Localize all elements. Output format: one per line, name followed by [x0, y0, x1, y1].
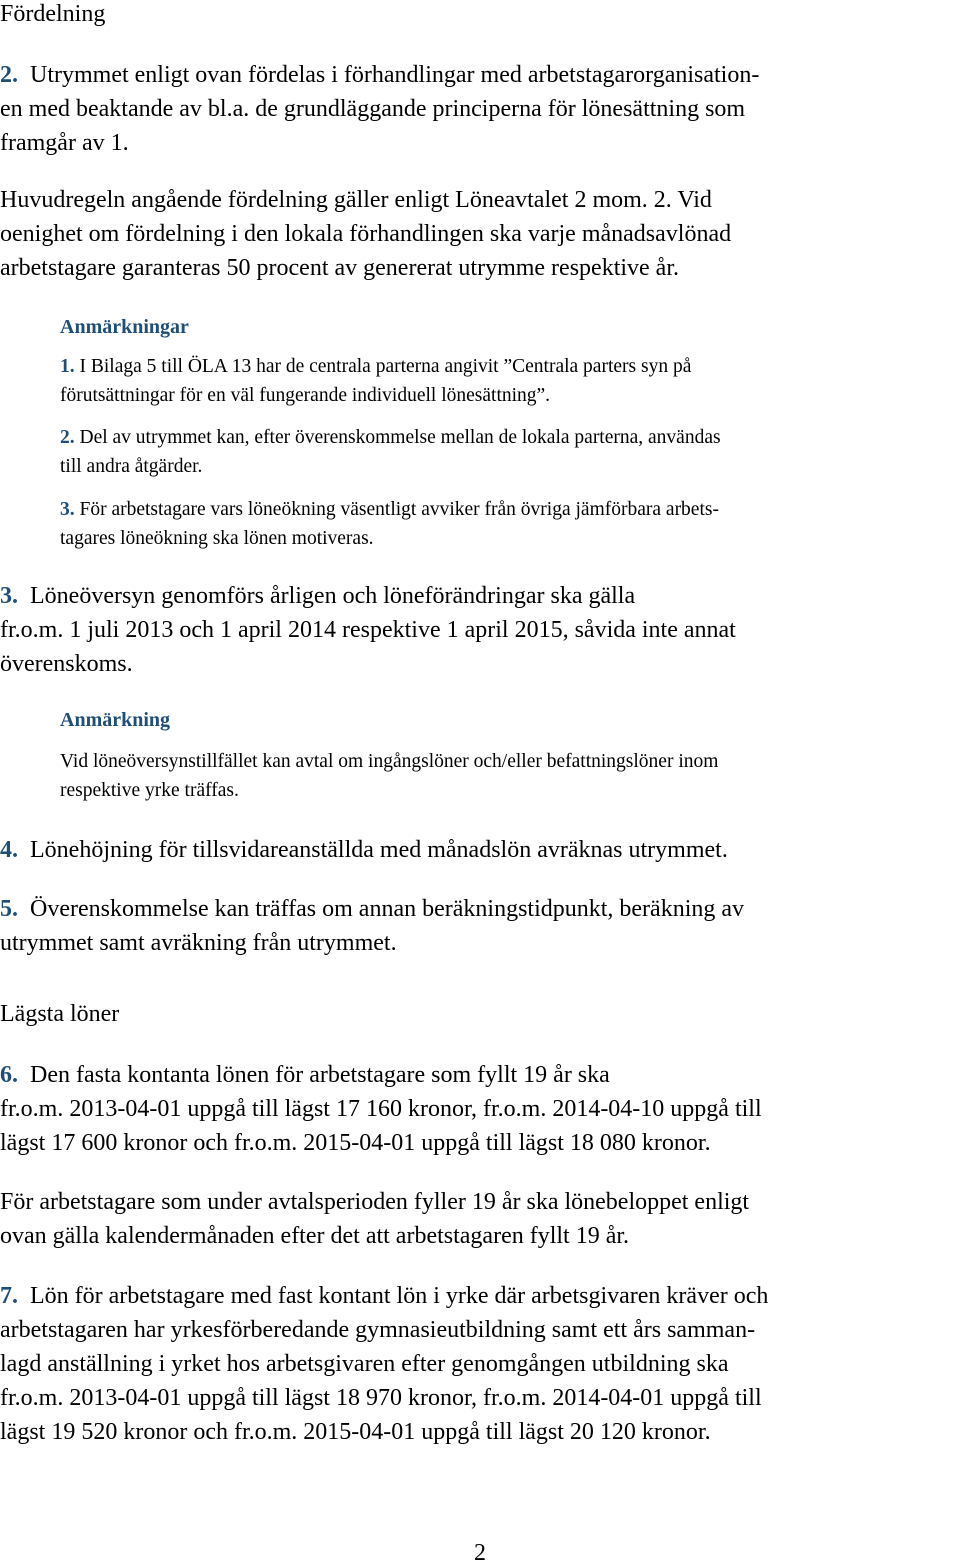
paragraph-6-line-1 [0, 1058, 610, 1092]
anmarkning-item-2-line-1 [60, 423, 721, 452]
anmarkning-item-1-line-2: förutsättningar för en väl fungerande individuell lönesättning”. [60, 385, 551, 406]
paragraph-5-line-2: utrymmet samt avräkning från utrymmet. [0, 930, 397, 956]
paragraph-7-line-5: lägst 19 520 kronor och fr.o.m. 2015-04-01 uppgå till lägst 20 120 kronor. [0, 1419, 711, 1445]
paragraph-7-line-4: fr.o.m. 2013-04-01 uppgå till lägst 18 970 kronor, fr.o.m. 2014-04-01 uppgå till [0, 1385, 762, 1411]
paragraph-3-line-2: fr.o.m. 1 juli 2013 och 1 april 2014 respektive 1 april 2015, såvida inte annat [0, 617, 736, 643]
anmarkning-item-1-line-1 [60, 352, 691, 381]
paragraph-text: Löneöversyn genomförs årligen och löneförändringar ska gälla [30, 583, 636, 609]
paragraph-number: 5. [0, 896, 18, 922]
note-text: I Bilaga 5 till ÖLA 13 har de centrala parterna angivit ”Centrala parters syn på [79, 356, 692, 377]
paragraph-number: 2. [0, 62, 18, 88]
anmarkning-heading: Anmärkning [60, 709, 171, 731]
paragraph-6-line-2: fr.o.m. 2013-04-01 uppgå till lägst 17 160 kronor, fr.o.m. 2014-04-10 uppgå till [0, 1096, 762, 1122]
paragraph-text: Den fasta kontanta lönen för arbetstagare som fyllt 19 år ska [30, 1062, 610, 1088]
note-number: 1. [60, 356, 75, 377]
paragraph-6b-line-2: ovan gälla kalendermånaden efter det att arbetstagaren fyllt 19 år. [0, 1223, 630, 1249]
note-text: För arbetstagare vars löneökning väsentligt avviker från övriga jämförbara arbets- [79, 499, 719, 520]
paragraph-2-line-1 [0, 58, 759, 92]
note-number: 2. [60, 427, 75, 448]
anmarkningar-heading: Anmärkningar [60, 316, 189, 338]
huvudregeln-line-1: Huvudregeln angående fördelning gäller enligt Löneavtalet 2 mom. 2. Vid [0, 187, 712, 213]
paragraph-text: Lönehöjning för tillsvidareanställda med månadslön avräknas utrymmet. [30, 837, 728, 863]
paragraph-number: 6. [0, 1062, 18, 1088]
paragraph-7-line-3: lagd anställning i yrket hos arbetsgivaren efter genomgången utbildning ska [0, 1351, 729, 1377]
note-number: 3. [60, 499, 75, 520]
section-heading-fordelning: Fördelning [0, 1, 106, 27]
paragraph-3-line-3: överenskoms. [0, 651, 133, 677]
paragraph-text: Lön för arbetstagare med fast kontant lön i yrke där arbetsgivaren kräver och [30, 1283, 769, 1309]
paragraph-7-line-2: arbetstagaren har yrkesförberedande gymnasieutbildning samt ett års samman- [0, 1317, 756, 1343]
section-heading-lagsta-loner: Lägsta löner [0, 1001, 120, 1027]
huvudregeln-line-2: oenighet om fördelning i den lokala förhandlingen ska varje månadsavlönad [0, 221, 732, 247]
anmarkning-line-1: Vid löneöversynstillfället kan avtal om ingångslöner och/eller befattningslöner inom [60, 751, 719, 772]
paragraph-4-line-1 [0, 833, 728, 867]
paragraph-text: Överenskommelse kan träffas om annan beräkningstidpunkt, beräkning av [30, 896, 745, 922]
paragraph-text: Utrymmet enligt ovan fördelas i förhandlingar med arbetstagarorganisation- [30, 62, 760, 88]
note-text: Del av utrymmet kan, efter överenskommelse mellan de lokala parterna, användas [79, 427, 721, 448]
paragraph-2-line-2: en med beaktande av bl.a. de grundläggande principerna för lönesättning som [0, 96, 746, 122]
anmarkning-line-2: respektive yrke träffas. [60, 780, 239, 801]
paragraph-5-line-1 [0, 892, 744, 926]
paragraph-number: 4. [0, 837, 18, 863]
paragraph-number: 3. [0, 583, 18, 609]
paragraph-6-line-3: lägst 17 600 kronor och fr.o.m. 2015-04-01 uppgå till lägst 18 080 kronor. [0, 1130, 711, 1156]
huvudregeln-line-3: arbetstagare garanteras 50 procent av genererat utrymme respektive år. [0, 255, 679, 281]
paragraph-6b-line-1: För arbetstagare som under avtalsperioden fyller 19 år ska lönebeloppet enligt [0, 1189, 750, 1215]
page-number: 2 [474, 1540, 486, 1566]
paragraph-3-line-1 [0, 579, 635, 613]
anmarkning-item-2-line-2: till andra åtgärder. [60, 456, 203, 477]
paragraph-number: 7. [0, 1283, 18, 1309]
paragraph-2-line-3: framgår av 1. [0, 130, 129, 156]
anmarkning-item-3-line-2: tagares löneökning ska lönen motiveras. [60, 528, 374, 549]
anmarkning-item-3-line-1 [60, 495, 719, 524]
paragraph-7-line-1 [0, 1279, 768, 1313]
